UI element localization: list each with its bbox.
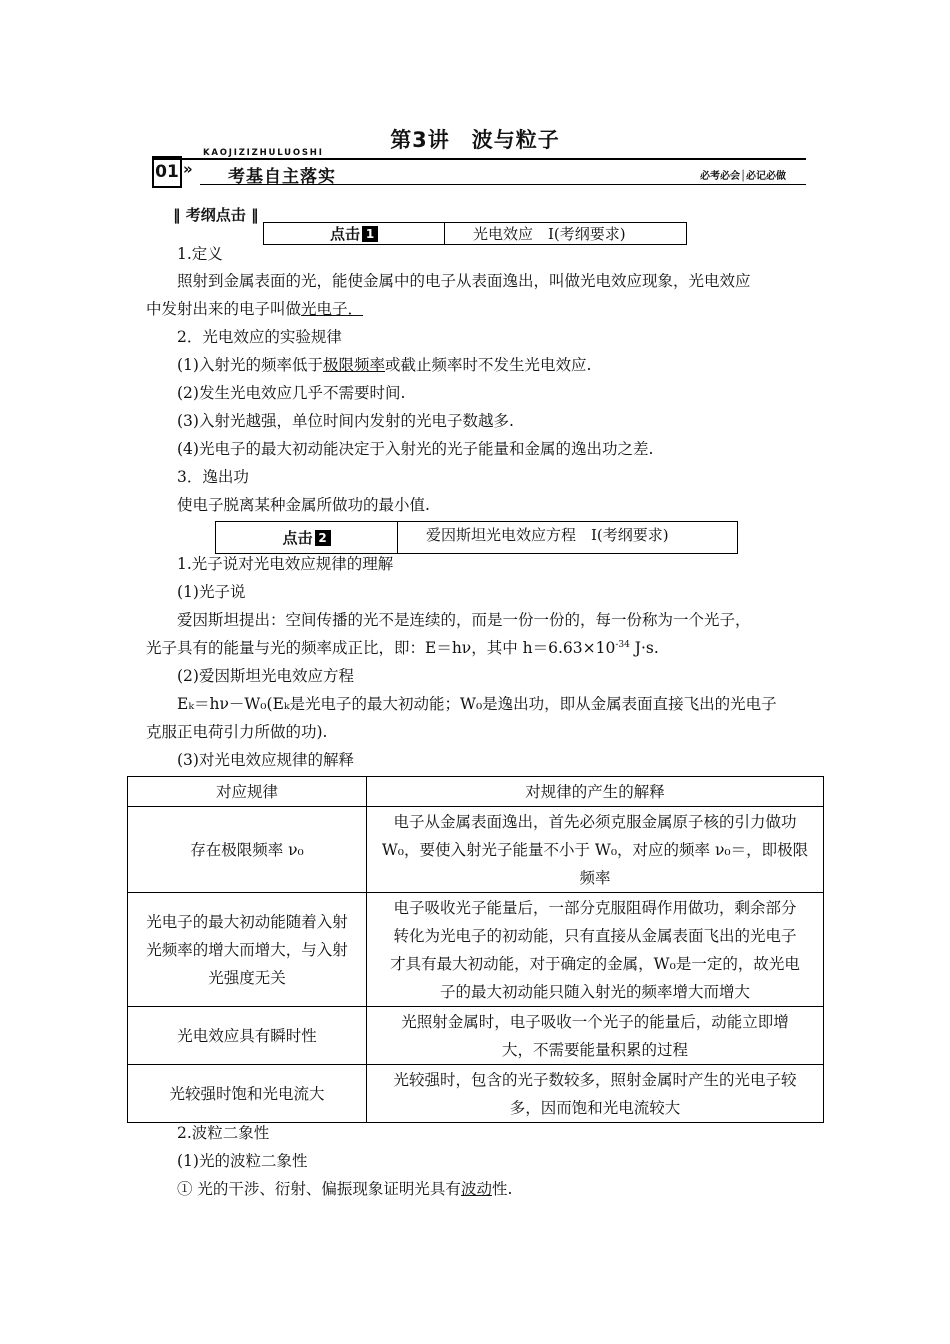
cell-line: 频率 xyxy=(579,868,611,887)
subheading: (1)光的波粒二象性 xyxy=(177,1152,308,1170)
cell-line: 光照射金属时，电子吸收一个光子的能量后，动能立即增 xyxy=(401,1012,789,1031)
paragraph-line xyxy=(146,636,659,658)
banner-pinyin: KAOJIZIZHULUOSHI xyxy=(203,148,324,158)
cell-line: 电子吸收光子能量后，一部分克服阻碍作用做功，剩余部分 xyxy=(393,898,797,917)
table-header-row xyxy=(128,777,824,807)
badge-label: 点击 xyxy=(329,225,360,243)
point-box-2 xyxy=(215,521,738,554)
work-function-heading: 3．逸出功 xyxy=(177,468,249,486)
text-span: ① 光的干涉、衍射、偏振现象证明光具有 xyxy=(177,1180,461,1198)
cell-line: 转化为光电子的初动能，只有直接从金属表面飞出的光电子 xyxy=(393,926,797,945)
rule-item: (2)发生光电效应几乎不需要时间. xyxy=(177,384,406,402)
text-span: J·s. xyxy=(629,639,659,657)
text-span: 中发射出来的电子叫做 xyxy=(146,300,302,318)
cell-line: 光较强时，包含的光子数较多，照射金属时产生的光电子较 xyxy=(393,1070,797,1089)
table-cell-explanation xyxy=(367,1065,824,1123)
table-cell-rule xyxy=(128,1007,367,1065)
chevron-right-icon: » xyxy=(183,160,193,178)
table-row xyxy=(128,893,824,1007)
paragraph-line: 爱因斯坦提出：空间传播的光不是连续的，而是一份一份的，每一份称为一个光子， xyxy=(177,611,751,629)
table-cell-rule xyxy=(128,807,367,893)
table-header-cell: 对规律的产生的解释 xyxy=(367,777,824,807)
point-badge-2 xyxy=(216,522,398,553)
duality-item xyxy=(177,1177,512,1199)
point-box-1 xyxy=(263,222,687,245)
badge-number: 2 xyxy=(315,530,331,546)
text-span: 性. xyxy=(491,1180,513,1198)
text-span: 或截止频率时不发生光电效应. xyxy=(384,356,592,374)
cell-line: 电子从金属表面逸出，首先必须克服金属原子核的引力做功 xyxy=(393,812,797,831)
subheading: (2)爱因斯坦光电效应方程 xyxy=(177,667,354,685)
explanation-table xyxy=(127,776,824,1123)
subheading: (3)对光电效应规律的解释 xyxy=(177,751,354,769)
banner-top-rule xyxy=(152,158,806,160)
table-cell-rule xyxy=(128,893,367,1007)
equation-line: Eₖ＝hν－W₀(Eₖ是光电子的最大初动能；W₀是逸出功，即从金属表面直接飞出的光电子 xyxy=(177,695,777,713)
table-row xyxy=(128,1065,824,1123)
underlined-term: 极限频率 xyxy=(322,356,385,374)
table-row xyxy=(128,1007,824,1065)
table-header-cell: 对应规律 xyxy=(128,777,367,807)
underlined-term: 波动 xyxy=(460,1180,492,1198)
cell-line: 存在极限频率 ν₀ xyxy=(190,840,304,859)
subheading: (1)光子说 xyxy=(177,583,246,601)
table-row xyxy=(128,807,824,893)
badge-label: 点击 xyxy=(282,529,313,547)
cell-line: 才具有最大初动能，对于确定的金属，W₀是一定的，故光电 xyxy=(390,954,800,973)
cell-line: W₀，要使入射光子能量不小于 W₀，对应的频率 ν₀＝，即极限 xyxy=(381,840,809,859)
work-function-text: 使电子脱离某种金属所做功的最小值. xyxy=(177,496,430,514)
point-topic-1: 光电效应 Ⅰ(考纲要求) xyxy=(473,225,626,243)
photon-heading: 1.光子说对光电效应规律的理解 xyxy=(177,555,394,573)
cell-line: 光较强时饱和光电流大 xyxy=(169,1084,325,1103)
cell-line: 光频率的增大而增大，与入射 xyxy=(146,940,348,959)
table-cell-explanation xyxy=(367,807,824,893)
exponent: -34 xyxy=(615,639,630,650)
point-topic-2: 爱因斯坦光电效应方程 Ⅰ(考纲要求) xyxy=(426,526,669,544)
rule-item: (4)光电子的最大初动能决定于入射光的光子能量和金属的逸出功之差. xyxy=(177,440,654,458)
rule-item: (3)入射光越强，单位时间内发射的光电子数越多. xyxy=(177,412,514,430)
banner-title: 考基自主落实 xyxy=(228,167,336,187)
table-cell-rule xyxy=(128,1065,367,1123)
text-span: (1)入射光的频率低于 xyxy=(177,356,323,374)
cell-line: 子的最大初动能只随入射光的频率增大而增大 xyxy=(439,982,750,1001)
page-title: 第3讲 波与粒子 xyxy=(390,128,560,152)
definition-heading: 1.定义 xyxy=(177,245,223,263)
point-badge-1 xyxy=(264,223,445,244)
badge-number: 1 xyxy=(362,226,378,242)
table-cell-explanation xyxy=(367,893,824,1007)
cell-line: 光电子的最大初动能随着入射 xyxy=(146,912,348,931)
text-span: 光子具有的能量与光的频率成正比，即：E＝hν，其中 h＝6.63×10 xyxy=(146,639,616,657)
duality-heading: 2.波粒二象性 xyxy=(177,1124,270,1142)
definition-line: 照射到金属表面的光，能使金属中的电子从表面逸出，叫做光电效应现象，光电效应 xyxy=(177,272,751,290)
section-label: ‖ 考纲点击 ‖ xyxy=(173,206,259,224)
cell-line: 大，不需要能量积累的过程 xyxy=(501,1040,688,1059)
rules-heading: 2．光电效应的实验规律 xyxy=(177,328,342,346)
cell-line: 光强度无关 xyxy=(208,968,286,987)
cell-line: 光电效应具有瞬时性 xyxy=(177,1026,317,1045)
banner-tagline: 必考必会│必记必做 xyxy=(700,171,787,182)
banner-number: 01 xyxy=(152,156,182,188)
equation-line: 克服正电荷引力所做的功). xyxy=(146,723,328,741)
table-cell-explanation xyxy=(367,1007,824,1065)
rule-item xyxy=(177,353,591,375)
underlined-term: 光电子． xyxy=(301,300,364,318)
cell-line: 多，因而饱和光电流较大 xyxy=(509,1098,681,1117)
definition-line xyxy=(146,297,363,319)
